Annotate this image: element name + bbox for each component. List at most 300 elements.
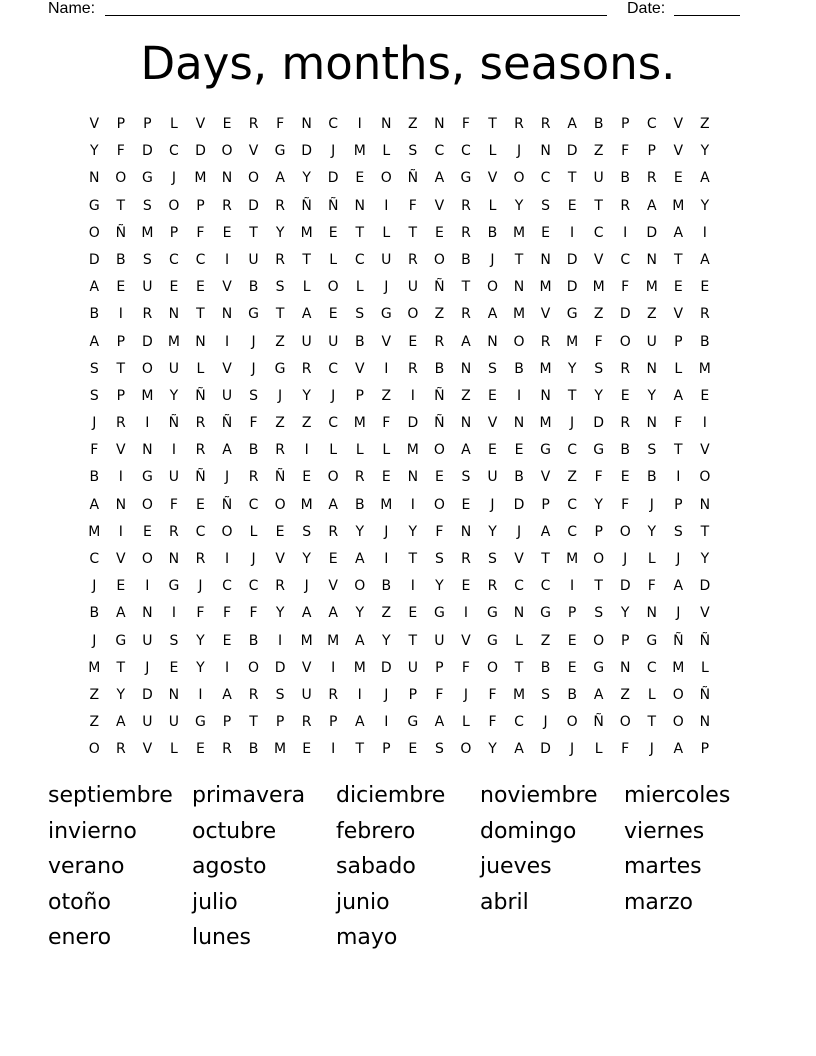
grid-letter: C — [195, 251, 206, 268]
grid-letter: T — [302, 251, 311, 268]
grid-letter: S — [142, 197, 152, 214]
grid-letter: D — [646, 224, 658, 241]
grid-letter: Y — [355, 605, 365, 622]
grid-letter: F — [435, 523, 444, 540]
grid-letter: D — [407, 415, 419, 432]
grid-letter: R — [142, 306, 153, 323]
grid-letter: O — [168, 197, 180, 214]
grid-letter: L — [382, 224, 391, 241]
grid-letter: R — [115, 415, 126, 432]
grid-letter: U — [142, 714, 153, 731]
grid-letter: Z — [301, 415, 312, 432]
grid-letter: M — [300, 632, 313, 649]
grid-letter: G — [248, 306, 259, 323]
grid-letter: F — [435, 686, 444, 703]
grid-row — [81, 522, 718, 549]
grid-letter: D — [141, 333, 153, 350]
grid-letter: L — [196, 360, 205, 377]
grid-letter: O — [513, 333, 525, 350]
grid-letter: O — [619, 714, 631, 731]
grid-letter: M — [353, 143, 366, 160]
grid-letter: E — [116, 279, 126, 296]
grid-letter: Y — [196, 632, 205, 649]
grid-letter: J — [224, 469, 230, 486]
grid-letter: J — [676, 551, 681, 567]
grid-letter: Y — [594, 387, 603, 404]
grid-letter: P — [700, 741, 710, 758]
grid-letter: V — [248, 143, 259, 160]
grid-letter: E — [196, 279, 205, 296]
grid-letter: P — [222, 714, 232, 731]
grid-letter: O — [141, 496, 153, 513]
grid-letter: R — [248, 686, 259, 703]
grid-letter: Y — [700, 551, 710, 567]
grid-letter: S — [647, 442, 657, 459]
word-list-item: mayo — [336, 925, 398, 950]
grid-letter: Y — [594, 496, 603, 513]
grid-row — [81, 467, 718, 494]
grid-letter: R — [222, 741, 232, 758]
grid-letter: O — [248, 659, 260, 676]
grid-letter: A — [89, 279, 100, 296]
grid-letter: J — [251, 551, 256, 567]
grid-letter: R — [275, 442, 285, 459]
grid-letter: M — [566, 333, 579, 350]
grid-letter: P — [382, 741, 391, 758]
grid-letter: E — [434, 469, 444, 486]
grid-letter: F — [621, 143, 630, 160]
grid-letter: P — [355, 387, 364, 404]
grid-letter: N — [513, 605, 525, 622]
grid-letter: R — [248, 469, 259, 486]
grid-letter: Y — [647, 523, 657, 540]
grid-letter: U — [301, 686, 312, 703]
grid-letter: I — [278, 632, 283, 649]
grid-letter: N — [513, 415, 525, 432]
grid-letter: J — [543, 714, 548, 731]
grid-letter: Ñ — [115, 224, 127, 241]
grid-letter: B — [646, 469, 657, 486]
grid-letter: U — [168, 360, 180, 377]
grid-letter: E — [488, 442, 497, 459]
grid-letter: C — [620, 251, 631, 268]
grid-letter: P — [674, 333, 683, 350]
grid-letter: R — [514, 116, 524, 132]
grid-letter: J — [145, 659, 150, 676]
grid-letter: A — [116, 714, 126, 731]
grid-letter: B — [514, 360, 524, 377]
grid-letter: Ñ — [195, 469, 206, 486]
grid-letter: N — [221, 170, 233, 187]
grid-letter: L — [355, 442, 364, 459]
grid-letter: A — [301, 605, 312, 622]
grid-letter: L — [382, 143, 391, 160]
grid-letter: F — [169, 496, 178, 513]
grid-letter: R — [461, 197, 471, 214]
grid-letter: M — [88, 659, 101, 676]
grid-letter: O — [141, 360, 153, 377]
grid-letter: R — [275, 578, 285, 595]
grid-letter: M — [406, 442, 419, 459]
grid-letter: E — [567, 659, 577, 676]
grid-letter: E — [700, 387, 710, 404]
grid-letter: T — [488, 116, 497, 132]
grid-letter: R — [275, 251, 285, 268]
grid-letter: M — [274, 741, 287, 758]
grid-letter: B — [248, 632, 259, 649]
grid-letter: M — [512, 306, 526, 323]
grid-letter: T — [674, 251, 683, 268]
grid-letter: R — [407, 360, 418, 377]
grid-letter: E — [620, 469, 630, 486]
grid-letter: S — [169, 632, 179, 649]
grid-letter: T — [116, 659, 126, 676]
grid-letter: C — [567, 442, 577, 459]
grid-letter: A — [700, 251, 710, 268]
grid-letter: I — [357, 116, 362, 132]
grid-letter: F — [674, 415, 683, 432]
grid-row — [81, 359, 718, 386]
grid-letter: R — [461, 224, 471, 241]
grid-letter: Z — [89, 686, 100, 703]
grid-letter: I — [570, 578, 575, 595]
word-list-item: primavera — [192, 783, 306, 808]
grid-letter: L — [170, 741, 178, 758]
grid-letter: O — [486, 279, 498, 296]
grid-letter: M — [698, 360, 711, 377]
grid-letter: V — [89, 116, 100, 132]
grid-letter: R — [301, 714, 312, 731]
grid-letter: J — [623, 551, 628, 567]
grid-letter: T — [249, 224, 258, 241]
grid-letter: M — [353, 415, 366, 432]
grid-letter: G — [487, 605, 498, 622]
grid-letter: M — [380, 496, 393, 513]
grid-letter: I — [331, 741, 336, 758]
grid-letter: V — [301, 659, 312, 676]
grid-letter: T — [355, 224, 365, 241]
grid-letter: D — [540, 741, 551, 758]
grid-letter: O — [88, 224, 100, 241]
word-list-item: lunes — [192, 925, 251, 950]
word-list-item: febrero — [336, 818, 416, 844]
grid-letter: S — [488, 551, 497, 567]
grid-letter: R — [248, 116, 259, 132]
grid-letter: P — [408, 686, 418, 703]
grid-row — [81, 277, 718, 304]
grid-letter: I — [570, 224, 575, 241]
grid-row — [81, 712, 718, 739]
grid-letter: G — [274, 143, 286, 160]
grid-letter: Ñ — [274, 469, 286, 486]
word-list-item: junio — [336, 889, 390, 915]
grid-letter: I — [304, 442, 309, 459]
grid-letter: I — [384, 360, 389, 377]
grid-letter: O — [221, 523, 233, 540]
grid-letter: Z — [275, 415, 285, 432]
grid-row — [81, 196, 718, 223]
grid-letter: J — [331, 143, 336, 160]
word-list-item: abril — [480, 889, 529, 915]
grid-letter: E — [408, 741, 418, 758]
grid-letter: E — [196, 496, 205, 513]
grid-letter: J — [516, 143, 522, 160]
grid-letter: S — [142, 251, 152, 268]
grid-letter: D — [619, 306, 631, 323]
grid-letter: C — [222, 578, 232, 595]
grid-letter: G — [380, 306, 392, 323]
grid-letter: I — [198, 686, 203, 703]
grid-letter: Z — [620, 686, 630, 703]
grid-letter: U — [142, 632, 153, 649]
grid-letter: N — [540, 143, 551, 160]
grid-letter: V — [487, 415, 498, 432]
grid-letter: O — [274, 496, 286, 513]
grid-letter: R — [354, 469, 365, 486]
grid-letter: V — [540, 306, 551, 323]
grid-letter: J — [92, 415, 97, 432]
grid-letter: Y — [408, 523, 418, 540]
grid-letter: D — [248, 197, 259, 214]
grid-letter: Z — [434, 306, 445, 323]
grid-letter: Z — [381, 387, 392, 404]
grid-letter: L — [700, 659, 709, 676]
grid-letter: G — [646, 632, 658, 649]
grid-letter: Y — [488, 523, 497, 540]
grid-letter: A — [89, 496, 100, 513]
grid-letter: Ñ — [699, 632, 711, 649]
grid-letter: V — [700, 442, 710, 459]
grid-letter: E — [142, 523, 152, 540]
grid-letter: Ñ — [593, 714, 604, 731]
grid-letter: N — [221, 306, 233, 323]
grid-letter: G — [593, 442, 605, 459]
grid-letter: R — [328, 523, 339, 540]
grid-letter: N — [460, 523, 472, 540]
grid-letter: R — [620, 415, 631, 432]
grid-letter: M — [327, 632, 340, 649]
grid-letter: Y — [116, 686, 126, 703]
grid-letter: T — [116, 197, 126, 214]
word-list-item: domingo — [480, 818, 577, 844]
word-list-item: octubre — [192, 818, 277, 844]
grid-letter: U — [381, 251, 392, 268]
grid-letter: J — [251, 333, 256, 350]
grid-letter: T — [541, 551, 550, 567]
grid-letter: Y — [514, 197, 524, 214]
grid-letter: A — [673, 578, 684, 595]
grid-letter: B — [567, 686, 577, 703]
word-list-item: miercoles — [624, 783, 731, 808]
grid-letter: P — [674, 496, 683, 513]
grid-letter: R — [275, 197, 285, 214]
grid-letter: F — [196, 224, 205, 241]
grid-letter: R — [540, 333, 551, 350]
grid-letter: Ñ — [434, 279, 445, 296]
grid-letter: E — [196, 741, 205, 758]
grid-letter: C — [169, 251, 179, 268]
grid-letter: A — [673, 387, 684, 404]
grid-letter: N — [646, 360, 657, 377]
grid-letter: R — [195, 551, 206, 567]
grid-letter: V — [381, 333, 392, 350]
grid-letter: S — [302, 523, 312, 540]
grid-row — [81, 141, 718, 168]
grid-letter: V — [116, 442, 126, 459]
grid-letter: Y — [700, 197, 710, 214]
grid-letter: Ñ — [434, 415, 445, 432]
grid-letter: N — [646, 251, 657, 268]
grid-letter: F — [408, 197, 417, 214]
grid-row — [81, 603, 718, 630]
grid-letter: A — [540, 523, 551, 540]
grid-letter: V — [487, 170, 498, 187]
word-list-item: sabado — [336, 854, 416, 879]
grid-letter: R — [540, 116, 551, 132]
grid-letter: A — [354, 714, 365, 731]
grid-letter: D — [274, 659, 286, 676]
grid-letter: O — [433, 442, 445, 459]
word-list-item: otoño — [48, 889, 111, 915]
grid-letter: P — [567, 605, 577, 622]
grid-row — [81, 495, 718, 522]
grid-letter: B — [248, 279, 259, 296]
grid-letter: E — [169, 279, 179, 296]
grid-letter: A — [487, 306, 498, 323]
grid-letter: J — [251, 360, 256, 377]
grid-letter: N — [699, 714, 711, 731]
grid-letter: D — [301, 143, 313, 160]
grid-letter: Z — [646, 306, 657, 323]
grid-letter: T — [514, 659, 524, 676]
grid-letter: N — [434, 116, 445, 132]
grid-letter: V — [593, 251, 604, 268]
grid-letter: N — [89, 170, 100, 187]
grid-letter: C — [248, 578, 259, 595]
grid-letter: E — [408, 605, 418, 622]
grid-row — [81, 114, 718, 141]
grid-letter: B — [89, 469, 100, 486]
grid-letter: Ñ — [699, 686, 711, 703]
grid-letter: G — [433, 605, 445, 622]
grid-letter: R — [195, 415, 206, 432]
grid-letter: C — [646, 116, 657, 132]
word-list-item: invierno — [48, 818, 137, 844]
grid-letter: J — [384, 686, 389, 703]
grid-letter: M — [88, 523, 101, 540]
grid-row — [81, 168, 718, 195]
grid-letter: R — [461, 551, 471, 567]
grid-letter: Ñ — [221, 496, 233, 513]
grid-letter: E — [408, 333, 418, 350]
grid-letter: E — [222, 224, 232, 241]
grid-letter: T — [647, 714, 657, 731]
grid-letter: Ñ — [221, 415, 233, 432]
grid-letter: D — [195, 143, 206, 160]
grid-letter: C — [89, 551, 100, 567]
grid-letter: C — [328, 360, 339, 377]
grid-row — [81, 739, 718, 766]
grid-letter: D — [141, 143, 153, 160]
grid-letter: L — [488, 143, 497, 160]
grid-letter: N — [460, 360, 472, 377]
grid-letter: O — [248, 170, 260, 187]
grid-letter: Z — [540, 632, 551, 649]
grid-letter: Z — [567, 469, 577, 486]
grid-letter: Y — [302, 170, 311, 187]
grid-letter: O — [115, 170, 127, 187]
grid-letter: I — [410, 387, 415, 404]
grid-letter: T — [700, 523, 710, 540]
grid-letter: D — [699, 578, 711, 595]
grid-letter: T — [567, 387, 577, 404]
grid-letter: E — [567, 632, 577, 649]
grid-letter: P — [541, 496, 550, 513]
grid-letter: F — [621, 279, 630, 296]
grid-letter: Z — [381, 605, 392, 622]
grid-letter: T — [514, 251, 524, 268]
grid-letter: P — [116, 116, 126, 132]
grid-letter: L — [594, 741, 603, 758]
grid-letter: J — [92, 632, 97, 649]
name-label: Name: — [48, 0, 96, 17]
grid-letter: S — [408, 143, 418, 160]
grid-letter: B — [620, 442, 631, 459]
date-blank-line — [674, 15, 740, 16]
date-label: Date: — [627, 0, 666, 17]
grid-letter: T — [355, 741, 365, 758]
grid-letter: I — [224, 551, 230, 567]
word-list-item: noviembre — [480, 783, 598, 808]
grid-letter: A — [301, 306, 312, 323]
grid-letter: A — [593, 686, 604, 703]
grid-letter: G — [540, 442, 551, 459]
grid-letter: B — [620, 170, 631, 187]
grid-row — [81, 685, 718, 712]
grid-letter: Y — [620, 605, 630, 622]
grid-letter: T — [594, 578, 603, 595]
grid-letter: P — [435, 659, 444, 676]
grid-letter: O — [619, 333, 631, 350]
grid-letter: A — [275, 170, 285, 187]
grid-letter: Z — [275, 333, 285, 350]
grid-letter: S — [488, 360, 497, 377]
grid-letter: N — [168, 686, 180, 703]
grid-letter: I — [118, 523, 123, 540]
grid-letter: N — [646, 415, 657, 432]
grid-letter: P — [196, 197, 205, 214]
grid-letter: Y — [196, 659, 205, 676]
grid-row — [81, 250, 718, 277]
grid-letter: Y — [488, 741, 497, 758]
grid-letter: S — [89, 360, 99, 377]
grid-letter: B — [248, 741, 259, 758]
grid-letter: R — [407, 251, 418, 268]
grid-letter: A — [461, 442, 471, 459]
grid-letter: A — [328, 496, 338, 513]
grid-letter: Y — [700, 143, 710, 160]
grid-letter: O — [433, 251, 445, 268]
grid-letter: R — [620, 197, 631, 214]
grid-letter: G — [566, 306, 578, 323]
grid-letter: C — [646, 659, 657, 676]
grid-letter: M — [539, 279, 552, 296]
grid-letter: L — [488, 197, 497, 214]
grid-letter: R — [222, 197, 232, 214]
grid-letter: E — [673, 279, 683, 296]
grid-letter: F — [116, 143, 125, 160]
grid-letter: T — [408, 632, 418, 649]
